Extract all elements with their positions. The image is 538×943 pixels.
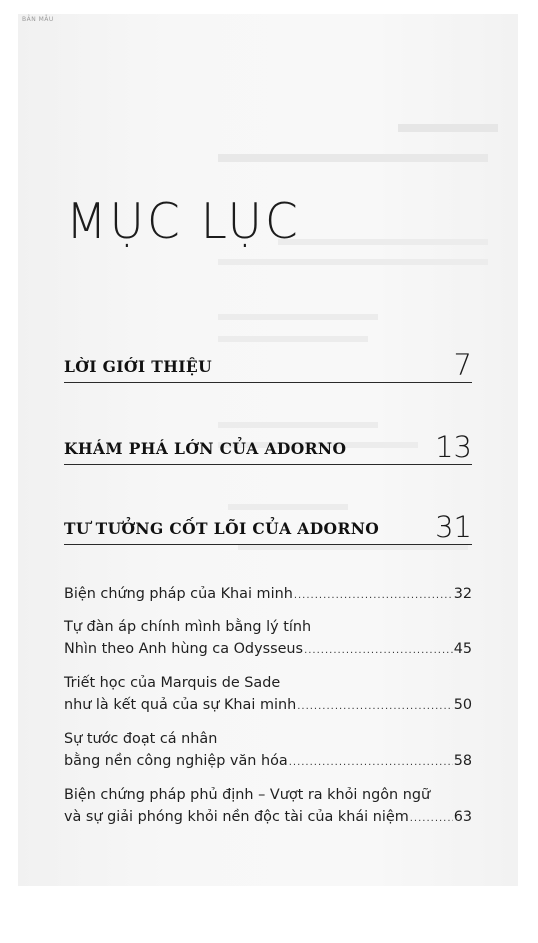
entry-page-number: 50 bbox=[453, 697, 472, 713]
page-title: MỤC LỤC bbox=[66, 192, 301, 251]
entry-title: Triết học của Marquis de Sade bbox=[64, 675, 281, 691]
entry-page-number: 58 bbox=[453, 753, 472, 769]
section-page-number: 31 bbox=[435, 510, 472, 544]
entry-page-number: 32 bbox=[453, 586, 472, 602]
toc-section-intro[interactable] bbox=[64, 346, 472, 383]
toc-section-core-ideas[interactable] bbox=[64, 508, 472, 545]
toc-entry[interactable] bbox=[64, 784, 472, 830]
entry-title-continued: và sự giải phóng khỏi nền độc tài của khái niệm bbox=[64, 809, 409, 825]
entry-title: Biện chứng pháp của Khai minh bbox=[64, 586, 293, 602]
bleed-through-line bbox=[278, 239, 488, 245]
entry-title-continued: Nhìn theo Anh hùng ca Odysseus bbox=[64, 641, 304, 657]
dot-leader bbox=[410, 808, 453, 830]
entry-title: Tự đàn áp chính mình bằng lý tính bbox=[64, 619, 312, 635]
entry-title: Biện chứng pháp phủ định – Vượt ra khỏi ngôn ngữ bbox=[64, 787, 431, 803]
section-label: LỜI GIỚI THIỆU bbox=[64, 357, 213, 376]
entry-title-continued: bằng nền công nghiệp văn hóa bbox=[64, 753, 288, 769]
toc-section-discovery[interactable] bbox=[64, 428, 472, 465]
bleed-through-line bbox=[218, 259, 488, 265]
bleed-through-line bbox=[218, 314, 378, 320]
section-page-number: 7 bbox=[453, 348, 472, 382]
dot-leader bbox=[297, 696, 452, 718]
bleed-through-line bbox=[218, 154, 488, 162]
corner-mark: BẢN MẪU bbox=[22, 16, 54, 23]
toc-entry[interactable] bbox=[64, 583, 472, 607]
toc-entry[interactable] bbox=[64, 728, 472, 774]
bleed-through-line bbox=[218, 336, 368, 342]
entry-title: Sự tước đoạt cá nhân bbox=[64, 731, 218, 747]
dot-leader bbox=[304, 640, 453, 662]
entry-page-number: 45 bbox=[453, 641, 472, 657]
section-label: TƯ TƯỞNG CỐT LÕI CỦA ADORNO bbox=[64, 519, 380, 538]
entry-page-number: 63 bbox=[453, 809, 472, 825]
bleed-through-line bbox=[398, 124, 498, 132]
section-page-number: 13 bbox=[435, 430, 472, 464]
toc-entry[interactable] bbox=[64, 672, 472, 718]
entry-title-continued: như là kết quả của sự Khai minh bbox=[64, 697, 297, 713]
dot-leader bbox=[294, 585, 453, 607]
section-label: KHÁM PHÁ LỚN CỦA ADORNO bbox=[64, 439, 347, 458]
toc-entry[interactable] bbox=[64, 616, 472, 662]
dot-leader bbox=[289, 752, 453, 774]
